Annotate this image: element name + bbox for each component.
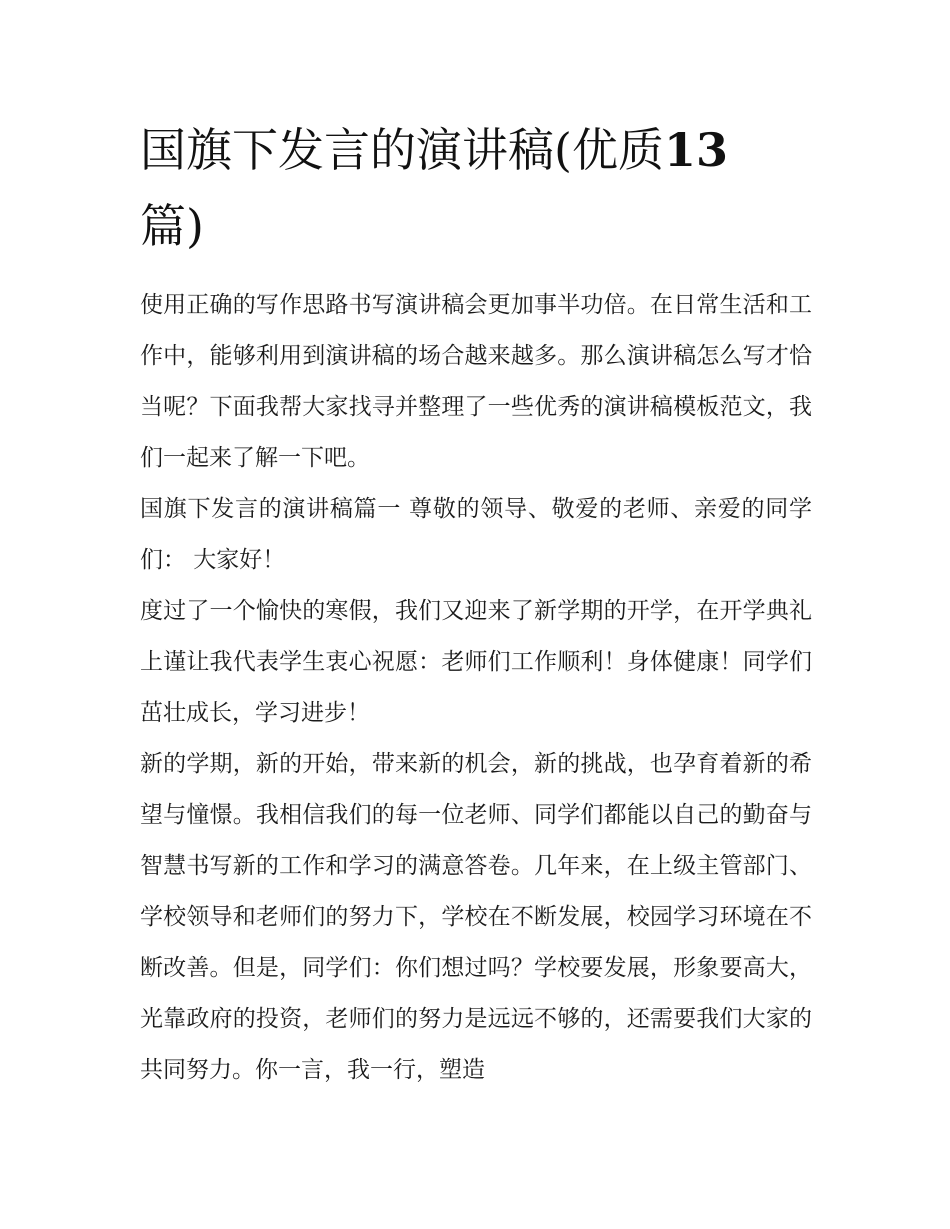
paragraph-new-beginning: 新的学期，新的开始，带来新的机会，新的挑战，也孕育着新的希望与憧憬。我相信我们的每一位老师、同学们都能以自己的勤奋与智慧书写新的工作和学习的满意答卷。几年来，在上级主管部门、学校领导和老师们的努力下，学校在不断发展，校园学习环境在不断改善。但是，同学们：你们想过吗？学校要发展，形象要高大，光靠政府的投资，老师们的努力是远远不够的，还需要我们大家的共同努力。你一言，我一行，塑造 [140, 751, 812, 1083]
title-number: 13 [663, 123, 728, 177]
paragraph-new-semester-wishes: 度过了一个愉快的寒假，我们又迎来了新学期的开学，在开学典礼上谨让我代表学生衷心祝愿：老师们工作顺利！身体健康！同学们茁壮成长，学习进步！ [140, 598, 812, 726]
title-text: 国旗下发言的演讲稿(优质 [140, 123, 664, 177]
paragraph-intro: 使用正确的写作思路书写演讲稿会更加事半功倍。在日常生活和工作中，能够利用到演讲稿的场合越来越多。那么演讲稿怎么写才恰当呢？下面我帮大家找寻并整理了一些优秀的演讲稿模板范文，我们一起来了解一下吧。 [140, 292, 812, 471]
title-text-continued: 篇) [140, 199, 204, 253]
document-body [140, 280, 812, 1096]
page-title [140, 112, 820, 264]
paragraph-greeting: 国旗下发言的演讲稿篇一 尊敬的领导、敬爱的老师、亲爱的同学们： 大家好！ [140, 496, 812, 573]
